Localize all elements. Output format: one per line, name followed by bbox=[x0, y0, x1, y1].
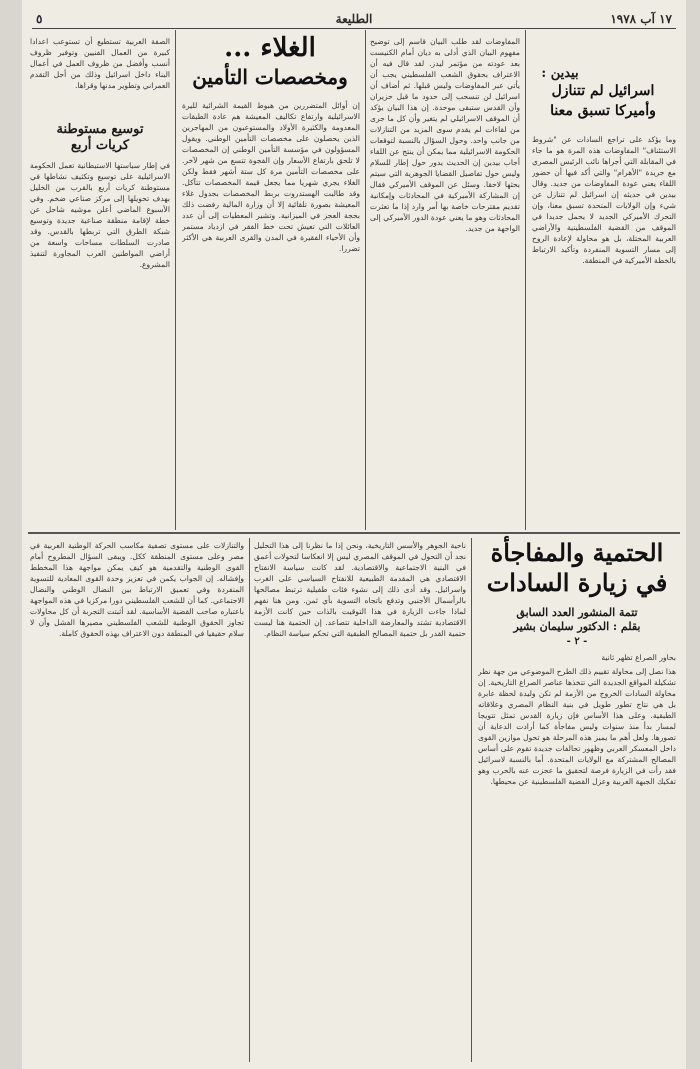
article-byline-line1: تتمة المنشور العدد السابق bbox=[516, 606, 638, 619]
column-subhead-line1: توسيع مستوطنة bbox=[56, 122, 144, 137]
column-body-top: الصفة العربية تستطيع أن تستوعب اعدادا كبيرة من العمال الفنيين وتوفير ظروف أنسب وأفضل من ظروف العمل في أعمال البناء داخل اسرائيل وذلك من أجل التقدم العمراني وتطوير مدنها وقراها. bbox=[30, 37, 170, 90]
column-divider bbox=[365, 30, 366, 530]
article-kicker: بيدين : bbox=[541, 66, 579, 81]
article-headline-line1: الغلاء ... bbox=[224, 33, 316, 63]
column-divider bbox=[175, 30, 176, 530]
article-body: إن أوائل المتضررين من هبوط القيمة الشرائية لليرة الاسرائيلية وارتفاع تكاليف المعيشة هم عادة الطبقات المعدومة والكثيرة الأولاد والمستوعبون من المهاجرين الذين يحصلون على مخصصات التأمين الوطني. ويقول المسؤولون في مؤسسة التأمين الوطني إن المخصصات لا تلحق بارتفاع الأسعار وإن الفجوة تتسع من شهر لآخر. على مخصصات التأمين مرة كل ستة أشهر فقط ولكن الغلاء يجري شهريا مما يجعل قيمة المخصصات تتآكل. وقد طالبت الهستدروت بربط المخصصات بجدول غلاء المعيشة بصورة تلقائية إلا أن وزارة المالية رفضت ذلك بحجة العجز في الميزانية. وتشير المعطيات إلى أن عدد العائلات التي تعيش تحت خط الفقر في ازدياد مستمر وأن الأحياء الفقيرة في المدن والقرى العربية هي الأكثر تضررا. bbox=[182, 101, 360, 253]
article-headline-line1: اسرائيل لم تتنازل bbox=[551, 83, 655, 99]
top-middle-article-body: المفاوضات لقد طلب البيان قاسم إلى توضيح مفهوم البيان الذي أدلى به ديان أمام الكنيست بعد عودته من مؤتمر ليدز. لقد قال فيه أن الاعتراف بحقوق الشعب الفلسطيني يجب أن يأتي عبر المفاوضات وليس قبلها. ثم أضاف أن اسرائيل لن تنسحب إلى حدود ما قبل حزيران وأن القدس ستبقى موحدة. إن هذا البيان يؤكد أن الموقف الاسرائيلي لم يتغير وأن كل ما جرى من لقاءات لم يقدم سوى المزيد من التنازلات من جانب واحد. وحول السؤال بالنسبة لتوقعات الحكومة الاسرائيلية مما يمكن أن ينتج عن اللقاء أجاب بيدين إن الحديث يدور حول إطار للسلام وليس حول تفاصيل القضايا الجوهرية التي سيتم بحثها لاحقا. وسئل عن الموقف الأميركي فقال إن المشاركة الأميركية في المحادثات وإمكانية تقديم مقترحات خاصة بها أمر وارد إذا ما تعثرت المحادثات وهو ما يعني عودة الدور الأميركي إلى الواجهة من جديد. bbox=[370, 37, 520, 233]
bottom-middle-article-body: ناحية الجوهر والأسس التاريخية، ونحن إذا ما نظرنا إلى هذا التحليل نجد أن التحول في الموقف المصري ليس إلا انعكاسا لتحولات أعمق في البنية الاجتماعية والاقتصادية. لقد كانت سياسة الانفتاح الاقتصادي هي المقدمة الطبيعية للانفتاح السياسي على الغرب واسرائيل. وقد أدى ذلك إلى نشوء فئات طفيلية ترتبط مصالحها بالرأسمال الأجنبي وتدفع باتجاه التسوية بأي ثمن. ومن هنا نفهم لماذا جاءت الزيارة في هذا التوقيت بالذات حين كانت الأزمة الاقتصادية تشتد والمعارضة الداخلية تتصاعد. إن الحتمية هنا ليست حتمية القدر بل حتمية المصالح الطبقية التي تحكم سياسة النظام. bbox=[254, 541, 466, 638]
section-divider bbox=[28, 532, 680, 534]
article-headline-line2: وأميركا تسبق معنا bbox=[550, 103, 656, 119]
article-headline-line2: في زيارة السادات bbox=[486, 568, 668, 597]
newspaper-name: الطليعة bbox=[335, 12, 373, 26]
bottom-left-article-body: والتنازلات على مستوى تصفية مكاسب الحركة الوطنية العربية في مصر وعلى مستوى المنطقة ككل. ويبقى السؤال المطروح أمام القوى الوطنية والتقدمية هو كيف يمكن مواجهة هذا المخطط وإفشاله. إن الجواب يكمن في تعزيز وحدة القوى المعادية للتسوية المنفردة وفي تعميق الارتباط بين النضال الوطني والنضال الاجتماعي. كما أن للشعب الفلسطيني دورا مركزيا في هذه المواجهة باعتباره صاحب القضية الأساسية. لقد أثبتت التجربة أن كل محاولات تجاوز الحقوق الوطنية للشعب الفلسطيني مصيرها الفشل وأن لا سلام حقيقيا في المنطقة دون الاعتراف بهذه الحقوق كاملة. bbox=[30, 541, 244, 638]
newspaper-page bbox=[22, 0, 686, 1069]
article-byline-line2: بقلم : الدكتور سليمان بشير bbox=[513, 620, 641, 633]
article-headline-line1: الحتمية والمفاجأة bbox=[490, 538, 664, 567]
article-intro: بحاور الصراع تظهر ثانية bbox=[601, 653, 676, 662]
article-headline-line2: ومخصصات التأمين bbox=[192, 65, 348, 89]
article-section-note: - ٢ - bbox=[566, 636, 588, 647]
page-number: ٥ bbox=[36, 12, 43, 26]
column-divider bbox=[525, 30, 526, 530]
column-divider bbox=[471, 538, 472, 1062]
article-body: هذا نصل إلى محاولة تقييم ذلك الطرح الموضوعي من جهة نظر تشكيلة المواقع الجديدة التي تتخذها عناصر الصراع التاريخية. إن محاولة السادات الخروج من الأزمة لم تكن وليدة لحظة عابرة بل هي نتاج تطور طويل في بنية النظام المصري وعلاقاته الطبقية. وعلى هذا الأساس فإن زيارة القدس تمثل تتويجا لمسار بدأ منذ سنوات وليس مفاجأة كما أرادت الدعاية أن تصورها. ولعل أهم ما يميز هذه المرحلة هو تحول موازين القوى داخل المعسكر العربي وظهور تحالفات جديدة تقوم على أساس المصالح المشتركة مع الولايات المتحدة. أما بالنسبة لاسرائيل فقد رأت في الزيارة فرصة لتحقيق ما عجزت عنه بالحرب وهو تفكيك الجبهة العربية وعزل القضية الفلسطينية عن محيطها. bbox=[478, 667, 676, 786]
column-subhead-line2: كريات أربع bbox=[70, 138, 130, 153]
column-body: في إطار سياستها الاستيطانية تعمل الحكومة الاسرائيلية على توسيع وتكثيف نشاطها في مستوطنة كريات أربع بالقرب من الخليل بهدف تحويلها إلى مركز صناعي ضخم. وفي الأسبوع الماضي أعلن موشيه شاحل عن خطة لإقامة منطقة صناعية جديدة وتوسيع شبكة الطرق التي تربطها بالقدس. وقد صادرت السلطات مساحات واسعة من أراضي المواطنين العرب المجاورة لتنفيذ المشروع. bbox=[30, 161, 170, 269]
column-divider bbox=[249, 538, 250, 1062]
article-body: وما يؤكد على تراجع السادات عن "شروط الاستئناف" المفاوضات هذه المرة هو ما جاء في المقابلة التي أجراها نائب الرئيس المصري مع جريدة "الأهرام" والتي أكد فيها أن حضور اللقاء يعني عودة المفاوضات من جديد. وقال بيدين في حديثه إن اسرائيل لم تتنازل عن شيء وإن الولايات المتحدة تسبق معنا، وإن التحرك الأميركي الجديد لا يحمل جديدا في الموقف من القضية الفلسطينية والأراضي العربية المحتلة، بل هو محاولة لإعادة الروح إلى مسار التسوية المنفردة وتأكيد الارتباط بالخطة الأميركية في المنطقة. bbox=[532, 135, 676, 265]
issue-date: ١٧ آب ١٩٧٨ bbox=[610, 12, 672, 26]
masthead bbox=[32, 12, 676, 29]
